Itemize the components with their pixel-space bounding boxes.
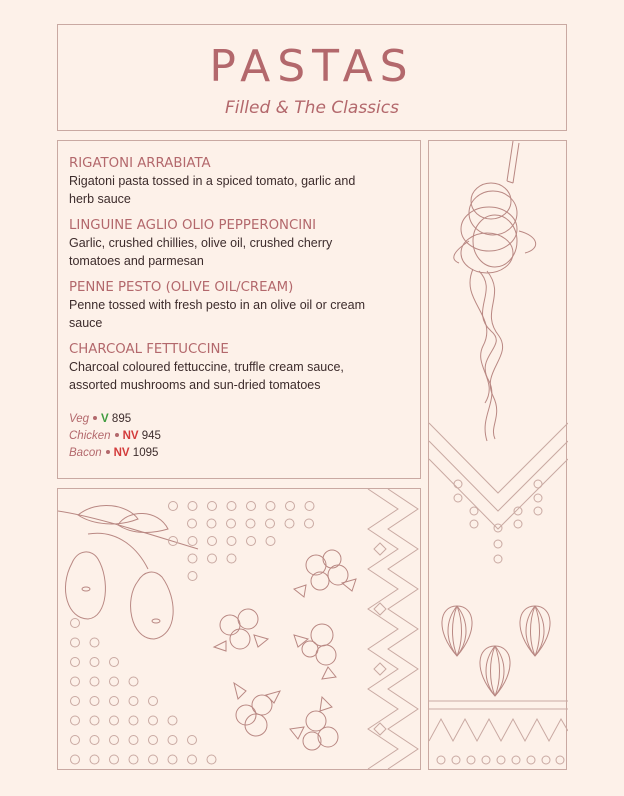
price-list — [69, 411, 420, 462]
bottom-illustration-panel — [57, 488, 421, 770]
nonveg-tag: NV — [113, 447, 130, 459]
price-row-chicken — [69, 428, 420, 445]
dish-name: RIGATONI ARRABIATA — [69, 156, 211, 171]
price-label: Veg — [69, 413, 90, 425]
dish-name: LINGUINE AGLIO OLIO PEPPERONCINI — [69, 218, 317, 233]
berries-illustration — [214, 550, 356, 750]
price-amount: 895 — [111, 413, 132, 425]
price-row-bacon — [69, 445, 420, 462]
dish-description: Charcoal coloured fettuccine, truffle cream sauce, assorted mushrooms and sun-dried tomatoes — [69, 360, 344, 392]
onion-illustration — [442, 606, 550, 696]
page-subtitle: Filled & The Classics — [225, 98, 399, 118]
price-label: Chicken — [69, 430, 111, 442]
dish-description: Rigatoni pasta tossed in a spiced tomato, garlic and herb sauce — [69, 174, 356, 206]
dish-item — [69, 279, 420, 332]
bullet-icon — [115, 433, 119, 437]
dish-item — [69, 155, 420, 208]
price-label: Bacon — [69, 447, 102, 459]
olive-branch-illustration — [58, 489, 422, 771]
price-amount: 1095 — [132, 447, 159, 459]
page-title: PASTAS — [209, 41, 415, 92]
nonveg-tag: NV — [122, 430, 139, 442]
right-illustration-panel — [428, 140, 567, 770]
dish-description: Garlic, crushed chillies, olive oil, crushed cherry tomatoes and parmesan — [69, 236, 333, 268]
menu-panel — [57, 140, 421, 479]
price-row-veg — [69, 411, 420, 428]
veg-tag: V — [101, 413, 109, 425]
bullet-icon — [106, 450, 110, 454]
dish-item — [69, 341, 420, 394]
dish-name: PENNE PESTO (OLIVE OIL/CREAM) — [69, 280, 294, 295]
dish-description: Penne tossed with fresh pesto in an olive oil or cream sauce — [69, 298, 365, 330]
bullet-icon — [93, 416, 97, 420]
header-panel — [57, 24, 567, 131]
pasta-fork-illustration — [429, 141, 568, 771]
price-amount: 945 — [141, 430, 161, 442]
dish-name: CHARCOAL FETTUCCINE — [69, 342, 229, 357]
dish-item — [69, 217, 420, 270]
